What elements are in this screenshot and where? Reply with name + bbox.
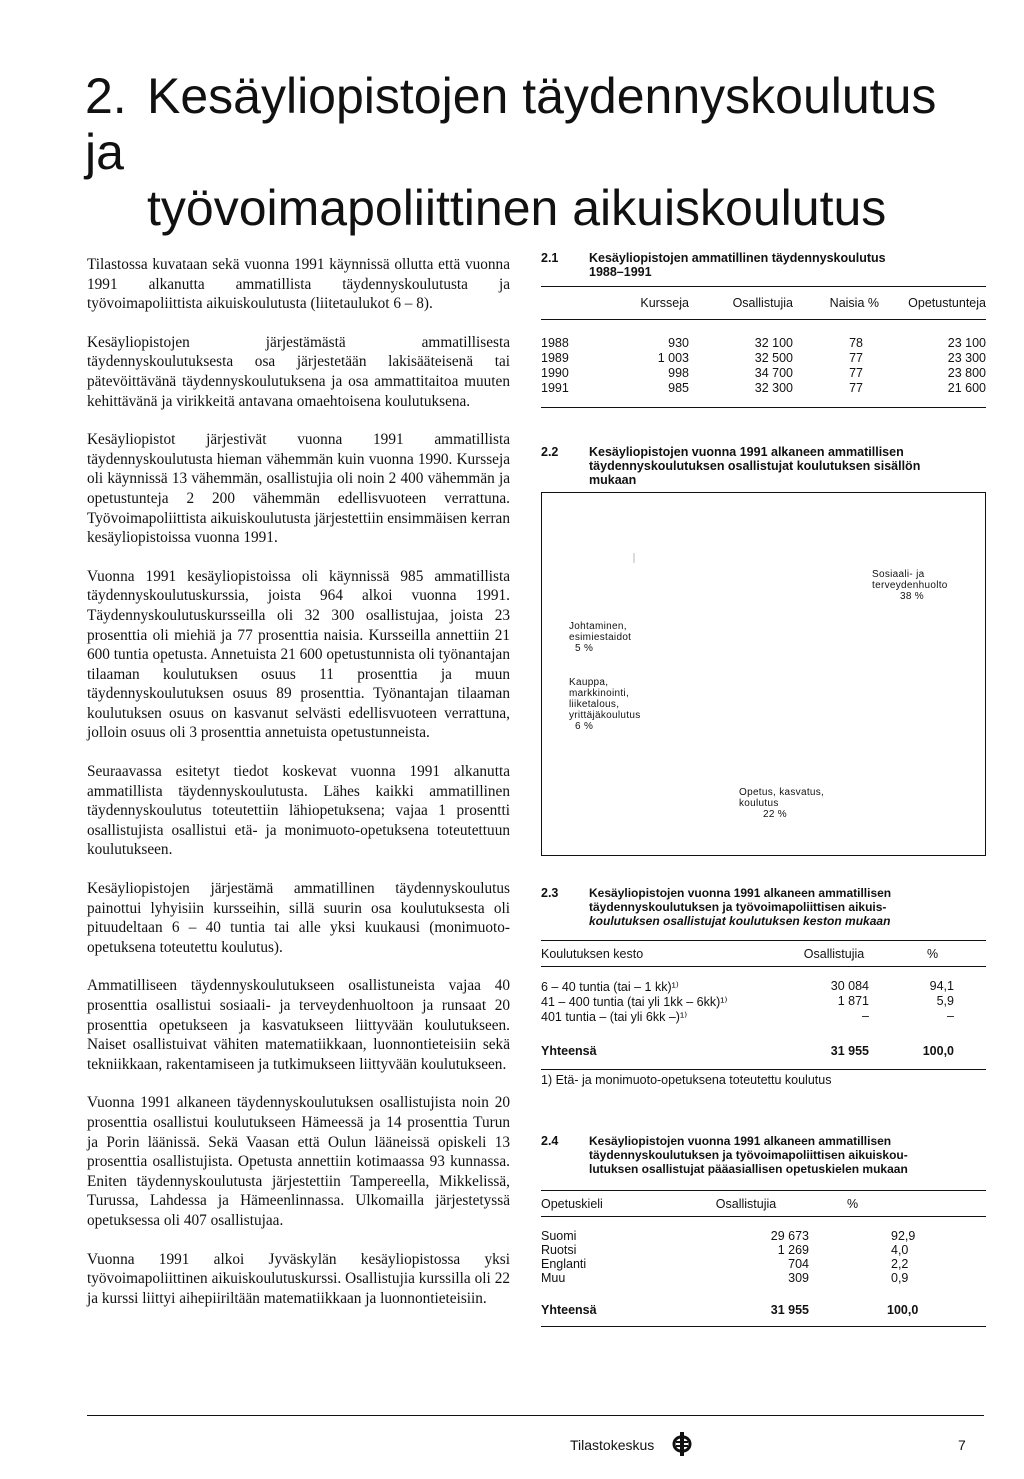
table-2-3-grid xyxy=(541,940,986,1090)
cell: – xyxy=(947,1009,954,1023)
table-2-1-grid xyxy=(541,286,986,408)
column-header: Osallistujia xyxy=(803,946,865,961)
cell: 77 xyxy=(849,381,863,395)
table-title-line: koulutuksen osallistujat koulutuksen keston mukaan xyxy=(589,914,891,928)
table-total-row xyxy=(541,1303,986,1317)
table-title-line: Kesäyliopistojen vuonna 1991 alkaneen ammatillisen xyxy=(589,886,892,900)
cell: 23 100 xyxy=(947,336,986,350)
cell: 23 800 xyxy=(947,366,986,380)
cell: 100,0 xyxy=(922,1043,954,1058)
title-line-2: työvoimapoliittinen aikuiskoulutus xyxy=(147,180,887,236)
table-row xyxy=(541,366,986,381)
footer-rule xyxy=(87,1415,984,1416)
table-2-3 xyxy=(541,886,986,1090)
table-header-row xyxy=(541,1191,986,1217)
page-number: 7 xyxy=(958,1437,966,1453)
row-label: Yhteensä xyxy=(541,1302,597,1317)
row-label: Englanti xyxy=(541,1256,587,1271)
label-value: 38 % xyxy=(900,591,924,602)
slice-label-commerce xyxy=(569,677,641,732)
table-number: 2.4 xyxy=(541,1134,559,1148)
cell: 29 673 xyxy=(770,1228,809,1243)
cell: 34 700 xyxy=(754,366,793,380)
cell: 930 xyxy=(668,336,689,350)
row-year: 1991 xyxy=(541,381,569,395)
chapter-number: 2. xyxy=(85,68,127,124)
figure-2-2-title xyxy=(541,445,986,487)
figure-title-line: täydennyskoulutuksen osallistujat koulutuksen sisällön xyxy=(589,459,921,473)
label-line: Johtaminen, xyxy=(569,621,627,632)
figure-title-line: Kesäyliopistojen vuonna 1991 alkaneen ammatillisen xyxy=(589,445,904,459)
table-row xyxy=(541,1009,986,1024)
paragraph: Kesäyliopistojen järjestämästä ammatillisesta täydennyskoulutuksesta osa järjestetään lakisääteisenä tai pätevöittävänä täydennyskoulutuksena ja osa ammattitaitoa muuten kehittävänä ja virikkeitä antavana omaehtoisena koulutuksena. xyxy=(87,333,510,410)
cell: 4,0 xyxy=(891,1242,909,1257)
table-title-line: 1988–1991 xyxy=(589,265,652,279)
table-row xyxy=(541,1229,986,1243)
table-title-line: Kesäyliopistojen vuonna 1991 alkaneen ammatillisen xyxy=(589,1134,892,1148)
label-value: 6 % xyxy=(575,721,594,732)
paragraph: Vuonna 1991 alkaneen täydennyskoulutuksen osallistujista noin 20 prosenttia osallistui koulutukseen Hämeessä ja 14 prosenttia Turun ja Porin läänissä. Sekä Vaasan että Oulun lääneissä opiskeli 13 prosenttia osallistujista. Opetusta annettiin kotimaassa 93 kunnassa. Eniten täydennyskoulutusta järjestettiin Tampereella, Mikkelissä, Turussa, Lahdessa ja Hämeenlinnassa. Ulkomailla järjestetyssä opetuksessa oli 407 osallistujaa. xyxy=(87,1094,510,1229)
pie-chart-frame xyxy=(541,492,986,856)
label-line: markkinointi, xyxy=(569,688,630,699)
table-row xyxy=(541,351,986,366)
cell: 5,9 xyxy=(936,994,954,1008)
cell: 1 269 xyxy=(777,1242,809,1257)
label-line: koulutus xyxy=(739,798,779,809)
label-line: yrittäjäkoulutus xyxy=(569,710,641,721)
table-title-line: lutuksen osallistujat pääasiallisen opetuskielen mukaan xyxy=(589,1162,908,1176)
table-2-1-title xyxy=(541,251,986,279)
paragraph: Ammatilliseen täydennyskoulutukseen osallistuneista vajaa 40 prosenttia osallistui sosiaali- ja terveydenhuoltoon ja runsaat 20 prosenttia opetukseen ja kasvatukseen liittyvään koulutukseen. Naiset osallistuivat vähiten matematiikkaan, luonnontieteisiin sekä tekniikkaan, rakentamiseen ja tutkimukseen liittyvään koulutukseen. xyxy=(87,977,510,1073)
cell: 1 871 xyxy=(837,994,869,1008)
table-total-row xyxy=(541,1044,986,1058)
statistics-finland-logo-icon xyxy=(672,1432,692,1456)
column-header: Opetustunteja xyxy=(908,296,986,310)
column-header: Naisia % xyxy=(829,296,879,310)
cell: 32 500 xyxy=(754,351,793,365)
row-year: 1989 xyxy=(541,351,569,365)
paragraph: Tilastossa kuvataan sekä vuonna 1991 käynnissä ollutta että vuonna 1991 alkanutta ammatillista täydennyskoulutusta ja työvoimapoliittista aikuiskoulutusta (liitetaulukot 6 – 8). xyxy=(87,256,510,313)
cell: 998 xyxy=(668,366,689,380)
row-label: Ruotsi xyxy=(541,1242,577,1257)
table-title-line: Kesäyliopistojen ammatillinen täydennyskoulutus xyxy=(589,251,886,265)
row-label: 401 tuntia – (tai yli 6kk –)¹⁾ xyxy=(541,1009,688,1024)
cell: 1 003 xyxy=(657,351,689,365)
table-row xyxy=(541,1243,986,1257)
paragraph: Vuonna 1991 kesäyliopistoissa oli käynnissä 985 ammatillista täydennyskoulutuskurssia, joista 964 alkoi vuonna 1991. Täydennyskoulutuskursseilla oli 32 300 osallistujaa, joista 23 prosenttia oli miehiä ja 77 prosenttia naisia. Kursseilla annettiin 21 600 tuntia opetusta. Annetuista 21 600 opetustunnista oli työnantajan tilaaman koulutuksen osuus 11 prosenttia ja muun täydennyskoulutuksen osuus 89 prosenttia. Työnantajan tilaaman koulutuksen osuus on kasvanut selvästi edellisvuoteen verrattuna, jolloin osuus oli 3 prosenttia annetuista opetustunneista. xyxy=(87,567,510,742)
figure-title-line: mukaan xyxy=(589,473,637,487)
cell: 2,2 xyxy=(891,1256,909,1271)
table-title-line: täydennyskoulutuksen ja työvoimapoliittisen aikuiskou- xyxy=(589,1148,908,1162)
cell: 0,9 xyxy=(891,1270,909,1285)
table-header-row xyxy=(541,287,986,320)
column-header: % xyxy=(847,1196,859,1211)
row-label: Suomi xyxy=(541,1228,577,1243)
table-number: 2.3 xyxy=(541,886,559,900)
label-line: terveydenhuolto xyxy=(872,580,948,591)
table-header-row xyxy=(541,941,986,967)
table-2-4 xyxy=(541,1134,986,1327)
body-text-column xyxy=(87,255,510,1327)
footer-publisher: Tilastokeskus xyxy=(570,1437,655,1453)
page-title xyxy=(85,68,985,236)
cell: 92,9 xyxy=(891,1228,916,1243)
cell: 100,0 xyxy=(887,1302,919,1317)
slice-label-education xyxy=(739,787,824,820)
label-value: 5 % xyxy=(575,643,594,654)
figure-number: 2.2 xyxy=(541,445,559,459)
column-header: Osallistujia xyxy=(715,1196,777,1211)
cell: 31 955 xyxy=(770,1302,809,1317)
table-2-1 xyxy=(541,251,986,408)
slice-label-social-health xyxy=(872,569,948,602)
column-header: Osallistujia xyxy=(732,296,793,310)
cell: 94,1 xyxy=(929,979,954,993)
column-header: Kursseja xyxy=(640,296,689,310)
paragraph: Kesäyliopistot järjestivät vuonna 1991 ammatillista täydennyskoulutusta hieman vähemmän kuin vuonna 1990. Kursseja oli käynnissä 13 vähemmän, osallistujia oli noin 2 400 vähemmän ja opetustunteja 2 200 vähemmän edellisvuoteen verrattuna. Työvoimapoliittista aikuiskoulutusta järjestettiin ensimmäisen kerran kesäyliopistoissa vuonna 1991. xyxy=(87,431,510,547)
table-title-line: täydennyskoulutuksen ja työvoimapoliittisen aikuis- xyxy=(589,900,887,914)
cell: 77 xyxy=(849,351,863,365)
cell: 77 xyxy=(849,366,863,380)
label-value: 22 % xyxy=(763,809,787,820)
table-row xyxy=(541,336,986,351)
label-line: Opetus, kasvatus, xyxy=(739,787,825,798)
table-number: 2.1 xyxy=(541,251,559,265)
table-row xyxy=(541,994,986,1009)
paragraph: Vuonna 1991 alkoi Jyväskylän kesäyliopistossa yksi työvoimapoliittinen aikuiskoulutuskurssi. Osallistujia kurssilla oli 22 ja kurssi liittyi aihepiiriltään matematiikkaan ja luonnontieteisiin. xyxy=(87,1250,510,1307)
paragraph: Seuraavassa esitetyt tiedot koskevat vuonna 1991 alkanutta ammatillista täydennyskoulutusta. Lähes kaikki ammatillinen täydennyskoulutus toteutettiin lähiopetuksena; vajaa 1 prosentti osallistujista osallistui etä- ja monimuoto-opetuksena toteutettuun koulutukseen. xyxy=(87,763,510,859)
row-label: 6 – 40 tuntia (tai – 1 kk)¹⁾ xyxy=(541,979,679,994)
cell: 23 300 xyxy=(947,351,986,365)
cell: 21 600 xyxy=(947,381,986,395)
cell: 985 xyxy=(668,381,689,395)
cell: 30 084 xyxy=(830,979,869,993)
table-footnote: 1) Etä- ja monimuoto-opetuksena toteutettu koulutus xyxy=(541,1072,832,1087)
table-2-4-grid xyxy=(541,1190,986,1327)
cell: 31 955 xyxy=(830,1043,869,1058)
cell: 704 xyxy=(788,1256,809,1271)
column-header: Koulutuksen kesto xyxy=(541,946,644,961)
cell: – xyxy=(862,1009,869,1023)
row-label: 41 – 400 tuntia (tai yli 1kk – 6kk)¹⁾ xyxy=(541,994,728,1009)
row-label: Yhteensä xyxy=(541,1043,597,1058)
cell: 78 xyxy=(849,336,863,350)
title-line-1: Kesäyliopistojen täydennyskoulutus ja xyxy=(85,68,937,180)
table-row xyxy=(541,1257,986,1271)
cell: 309 xyxy=(788,1270,809,1285)
cell: 32 100 xyxy=(754,336,793,350)
slice-label-management xyxy=(569,621,631,654)
label-line: Kauppa, xyxy=(569,677,609,688)
row-label: Muu xyxy=(541,1270,566,1285)
column-header: % xyxy=(926,946,939,961)
column-header: Opetuskieli xyxy=(541,1196,603,1211)
table-row xyxy=(541,979,986,994)
paragraph: Kesäyliopistojen järjestämä ammatillinen täydennyskoulutus painottui lyhyisiin kursseihin, sillä suurin osa koulutuksesta oli pituudeltaan 6 – 40 tuntia tai alle yksi kuukausi (monimuoto-opetuksena toteutettu koulutus). xyxy=(87,880,510,956)
label-line: esimiestaidot xyxy=(569,632,632,643)
cell: 32 300 xyxy=(754,381,793,395)
table-row xyxy=(541,1271,986,1285)
label-line: liiketalous, xyxy=(569,699,620,710)
table-row xyxy=(541,381,986,396)
row-year: 1990 xyxy=(541,366,569,380)
row-year: 1988 xyxy=(541,336,569,350)
label-line: Sosiaali- ja xyxy=(872,569,925,580)
